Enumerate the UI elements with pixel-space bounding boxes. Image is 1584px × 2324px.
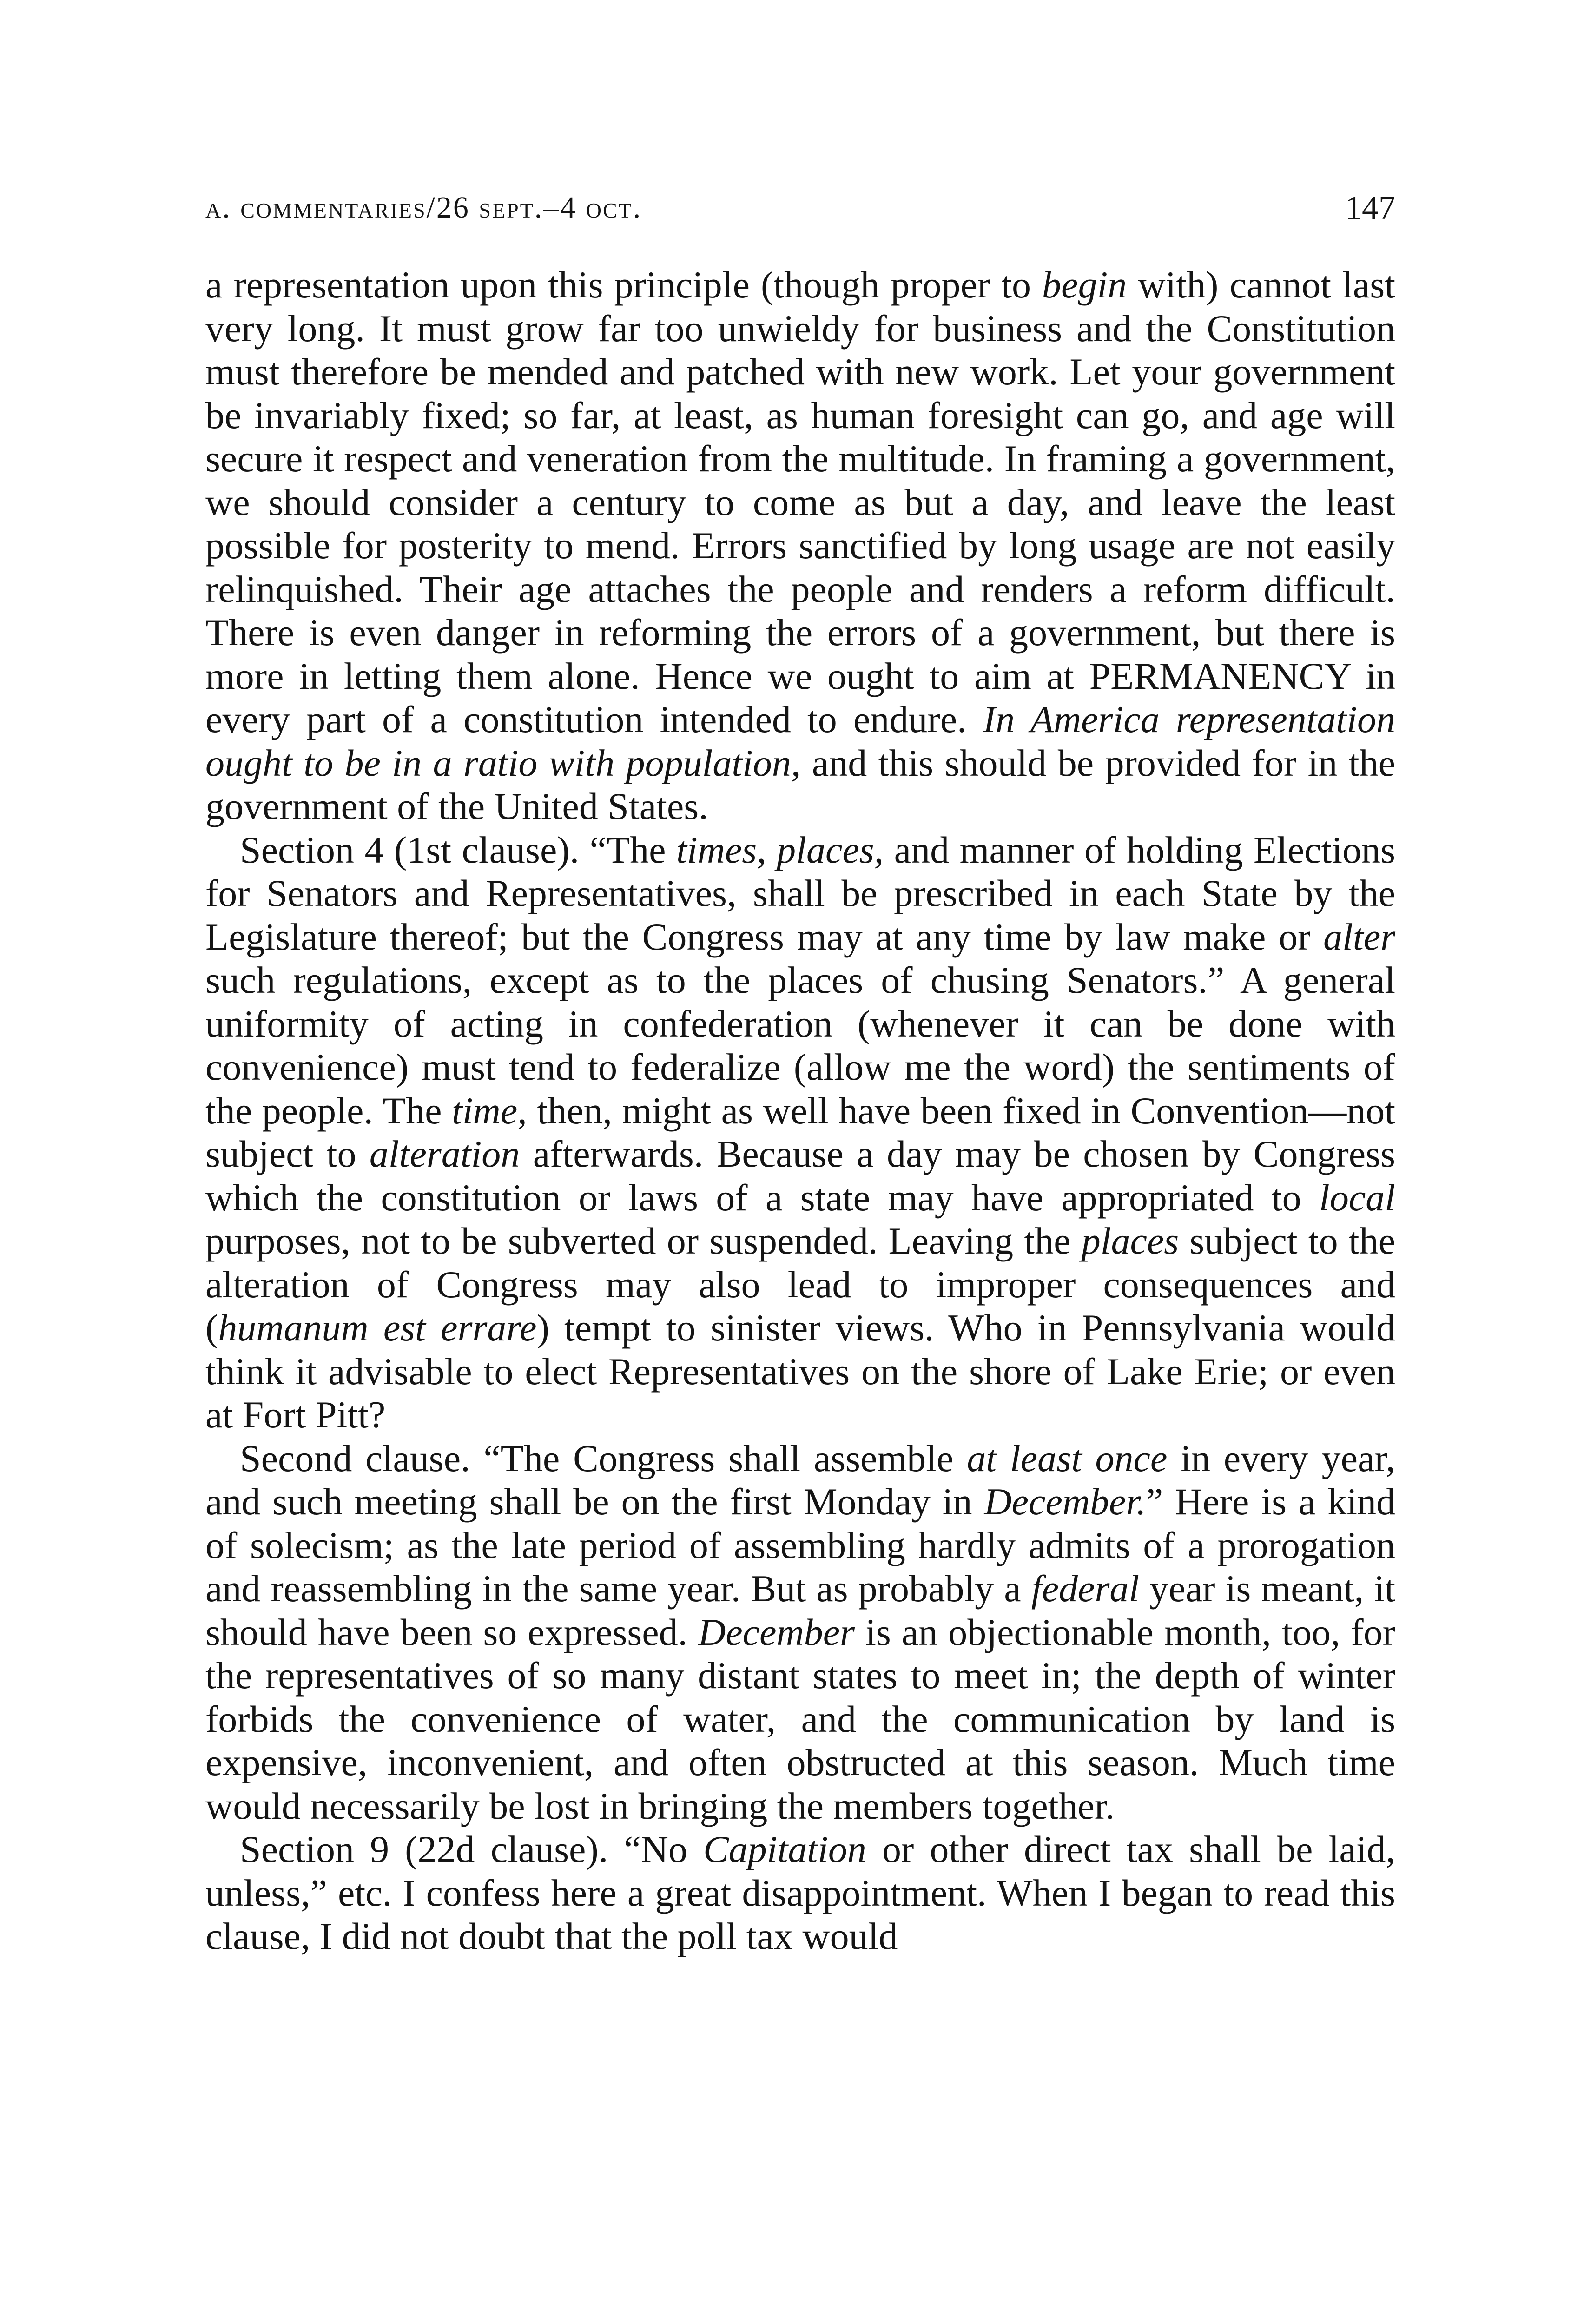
text-run: and manner of holding Elections for Senators and Representatives, shall be prescribed in each State by the Legislature thereof; but the Congress may at any time by law make or xyxy=(205,828,1395,958)
text-run: a representation upon this principle (though proper to xyxy=(205,264,1043,306)
italic-text: December. xyxy=(984,1480,1146,1523)
italic-text: alteration xyxy=(369,1133,520,1175)
italic-text: alter xyxy=(1323,915,1395,958)
paragraph xyxy=(205,1828,1395,1958)
text-run: is an objectionable month, too, for the representatives of so many distant states to meet in; the depth of winter forbids the convenience of water, and the communication by land is expensive, inconvenient, and often obstructed at this season. Much time would necessarily be lost in bringing the members together. xyxy=(205,1611,1395,1827)
paragraph xyxy=(205,828,1395,1437)
text-run: subject to the alteration of Congress may also lead to improper consequences and ( xyxy=(205,1220,1395,1349)
running-head xyxy=(205,182,1395,233)
text-run: with) cannot last very long. It must grow far too unwieldy for business and the Constitution must therefore be mended and patched with new work. Let your government be invariably fixed; so far, at least, as human foresight can go, and age will secure it respect and veneration from the multitude. In framing a government, we should consider a century to come as but a day, and leave the least possible for posterity to mend. Errors sanctified by long usage are not easily relinquished. Their age attaches the people and renders a reform difficult. There is even danger in reforming the errors of a government, but there is more in letting them alone. Hence we ought to aim at PERMANENCY in every part of a constitution intended to endure. xyxy=(205,264,1395,740)
italic-text: humanum est errare xyxy=(218,1307,537,1349)
text-run: and this should be provided for in the government of the United States. xyxy=(205,741,1395,827)
italic-text: federal xyxy=(1031,1567,1140,1610)
text-run: Second clause. “The Congress shall assemble xyxy=(240,1437,967,1479)
italic-text: at least once xyxy=(967,1437,1168,1479)
text-run: Section 9 (22d clause). “No xyxy=(240,1828,704,1870)
text-run: purposes, not to be subverted or suspended. Leaving the xyxy=(205,1220,1082,1262)
italic-text: times, places, xyxy=(676,828,884,871)
text-run: Section 4 (1st clause). “The xyxy=(240,828,677,871)
italic-text: places xyxy=(1081,1220,1179,1262)
italic-text: December xyxy=(698,1611,855,1653)
text-run: in every year, and such meeting shall be on the first Monday in xyxy=(205,1437,1395,1523)
running-head-title: a. commentaries/26 sept.–4 oct. xyxy=(205,191,642,224)
text-run: or other direct tax shall be laid, unless,” etc. I confess here a great disappointment. When I began to read this clause, I did not doubt that the poll tax would xyxy=(205,1828,1395,1957)
italic-text: Capitation xyxy=(703,1828,866,1870)
text-run: afterwards. Because a day may be chosen by Congress which the constitution or laws of a state may have appropriated to xyxy=(205,1133,1395,1219)
text-run: year is meant, it should have been so expressed. xyxy=(205,1567,1395,1653)
body-text xyxy=(205,263,1395,2169)
text-run: then, might as well have been fixed in Convention—not subject to xyxy=(205,1089,1395,1175)
italic-text: local xyxy=(1319,1176,1395,1219)
italic-text: begin xyxy=(1042,264,1127,306)
text-run: such regulations, except as to the places of chusing Senators.” A general uniformity of acting in confederation (whenever it can be done with convenience) must tend to federalize (allow me the word) the sentiments of the people. The xyxy=(205,959,1395,1132)
text-run: ” Here is a kind of solecism; as the late period of assembling hardly admits of a prorogation and reassembling in the same year. But as probably a xyxy=(205,1480,1395,1610)
text-run: ) tempt to sinister views. Who in Pennsylvania would think it advisable to elect Representatives on the shore of Lake Erie; or even at Fort Pitt? xyxy=(205,1307,1395,1436)
paragraph xyxy=(205,1437,1395,1828)
page-number: 147 xyxy=(1345,189,1395,226)
italic-text: In America representation ought to be in a ratio with population, xyxy=(205,698,1395,784)
paragraph xyxy=(205,263,1395,828)
italic-text: time, xyxy=(452,1089,527,1132)
